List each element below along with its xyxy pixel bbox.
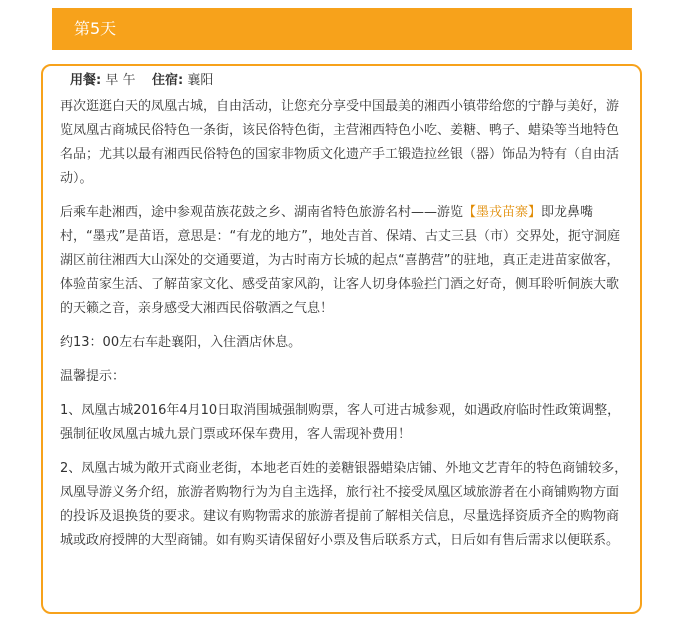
meal-label: 用餐: xyxy=(70,73,102,88)
paragraph-miao-village xyxy=(60,201,630,321)
itinerary-content xyxy=(60,95,630,563)
day-title: 第5天 xyxy=(74,19,117,38)
paragraph-text-after: 即龙鼻嘴村，“墨戎”是苗语，意思是：“有龙的地方”，地处吉首、保靖、古丈三县（市）交界处，扼守洞庭湖区前往湘西大山深处的交通要道，为古时南方长城的起点“喜鹊营”的驻地，真正走进苗家做客，体验苗家生活、了解苗家文化、感受苗家风韵，让客人切身体验拦门酒之好奇，侧耳聆听侗族大歌的天籁之音，亲身感受大湘西民俗敬酒之气息！ xyxy=(60,205,620,316)
stay-value: 襄阳 xyxy=(187,73,214,88)
meal-info xyxy=(70,71,213,91)
paragraph-text-before: 后乘车赴湘西，途中参观苗族花鼓之乡、湖南省特色旅游名村——游览 xyxy=(60,205,464,220)
itinerary-card xyxy=(41,64,642,614)
meal-value: 早 午 xyxy=(105,73,136,88)
tip-item-1: 1、凤凰古城2016年4月10日取消围城强制购票，客人可进古城参观，如遇政府临时性政策调整，强制征收凤凰古城九景门票或环保车费用，客人需现补费用！ xyxy=(60,403,621,442)
paragraph-transfer: 约13：00左右车赴襄阳，入住酒店休息。 xyxy=(60,335,302,350)
highlight-moerong-village: 【墨戎苗寨】 xyxy=(463,205,542,220)
stay-label: 住宿: xyxy=(152,73,184,88)
day-header xyxy=(52,8,632,50)
tip-item-2: 2、凤凰古城为敞开式商业老街，本地老百姓的姜糖银器蜡染店铺、外地文艺青年的特色商铺较多，凤凰导游义务介绍，旅游者购物行为为自主选择，旅行社不接受凤凰区域旅游者在小商铺购物方面的投诉及退换货的要求。建议有购物需求的旅游者提前了解相关信息，尽量选择资质齐全的购物商城或政府授牌的大型商铺。如有购买请保留好小票及售后联系方式，日后如有售后需求以便联系。 xyxy=(60,461,628,548)
tips-heading: 温馨提示： xyxy=(60,369,126,384)
paragraph-day-activity: 再次逛逛白天的凤凰古城，自由活动，让您充分享受中国最美的湘西小镇带给您的宁静与美好，游览凤凰古商城民俗特色一条街，该民俗特色街，主营湘西特色小吃、姜糖、鸭子、蜡染等当地特色名品；尤其以最有湘西民俗特色的国家非物质文化遗产手工锻造拉丝银（器）饰品为特有（自由活动）。 xyxy=(60,99,620,186)
